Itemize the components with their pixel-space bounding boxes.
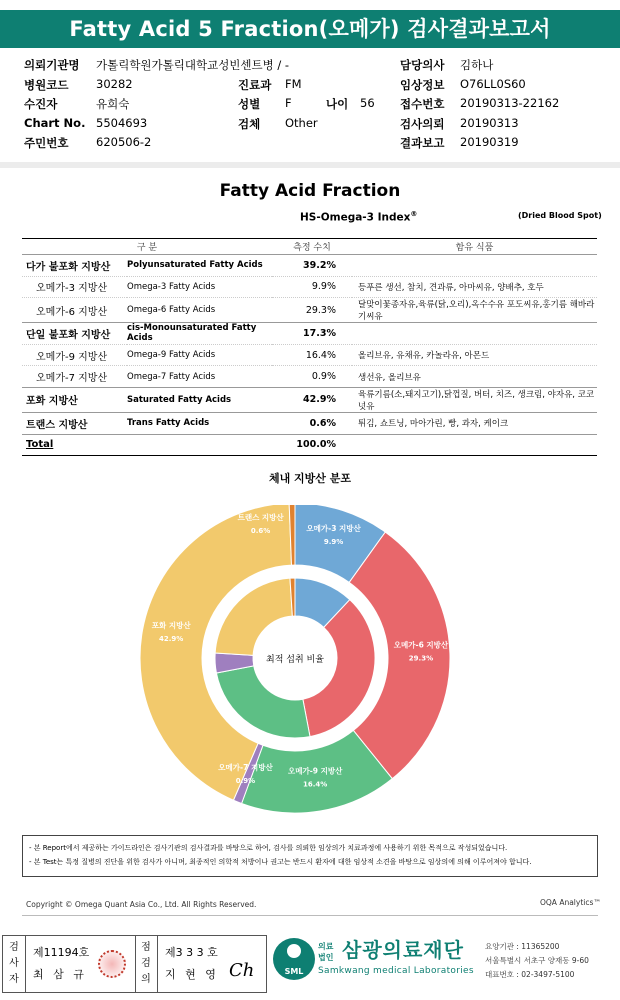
table-row: [22, 366, 597, 388]
reg-value: 20190313-22162: [460, 96, 560, 110]
row-category-en: Omega-6 Fatty Acids: [127, 298, 272, 323]
doctor-label: 담당의사: [400, 58, 445, 72]
slice-value-label: 16.4%: [303, 780, 328, 789]
id-label: 주민번호: [24, 136, 69, 150]
age-label: 나이: [326, 97, 349, 111]
spec-label: 검체: [238, 117, 261, 131]
row-value: 16.4%: [272, 344, 352, 366]
dept-value: FM: [285, 77, 302, 91]
inspector-name: 최 삼 규: [33, 968, 87, 981]
row-category-kr: 포화 지방산: [22, 387, 127, 412]
index-label: HS-Omega-3 Index®: [300, 210, 418, 224]
code-value: 30282: [96, 77, 133, 91]
total-value: 100.0%: [272, 434, 352, 456]
org-name: 삼광의료재단: [342, 938, 464, 962]
chart-label: Chart No.: [24, 116, 86, 130]
row-category-kr: 오메가-6 지방산: [22, 298, 127, 323]
row-value: 29.3%: [272, 298, 352, 323]
row-category-kr: 오메가-7 지방산: [22, 366, 127, 388]
footer-divider: [22, 915, 598, 916]
row-food: 올리브유, 유채유, 카놀라유, 아몬드: [352, 344, 597, 366]
row-food: 등푸른 생선, 참치, 견과류, 아마씨유, 양배추, 호두: [352, 276, 597, 298]
table-row: [22, 412, 597, 434]
recv-value: 유희숙: [96, 97, 130, 111]
disclaimer-notes: [22, 835, 598, 877]
row-food: 달맞이꽃종자유,육류(닭,오리),옥수수유 포도씨유,홍기름 해바라기씨유: [352, 298, 597, 323]
row-category-en: cis-Monounsaturated Fatty Acids: [127, 323, 272, 345]
row-food: 튀김, 쇼트닝, 마아가린, 빵, 과자, 케이크: [352, 412, 597, 434]
row-category-en: Saturated Fatty Acids: [127, 387, 272, 412]
note-line: - 본 Report에서 제공하는 가이드라인은 검사기관의 검사결과를 바탕으로 하여, 검사를 의뢰한 임상의가 치료과정에 사용하기 위한 목적으로 작성되었습니다.: [29, 844, 508, 852]
report-title: Fatty Acid 5 Fraction(오메가) 검사결과보고서: [0, 10, 620, 48]
col-header-food: 함유 식품: [352, 239, 597, 255]
row-value: 0.9%: [272, 366, 352, 388]
total-row: [22, 434, 597, 456]
row-value: 9.9%: [272, 276, 352, 298]
reviewer-name: 지 현 영: [165, 968, 219, 981]
org-address: 서울특별시 서초구 양재동 9-60: [485, 956, 589, 965]
inspector-label: 검사자: [9, 942, 19, 985]
clin-value: O76LL0S60: [460, 77, 526, 91]
clin-label: 임상정보: [400, 78, 445, 92]
row-category-kr: 트랜스 지방산: [22, 412, 127, 434]
slice-value-label: 0.6%: [250, 527, 271, 536]
slice-label: 오메가-3 지방산: [306, 524, 361, 534]
slice-label: 오메가-6 지방산: [393, 640, 449, 650]
inspector-license: 제11194호: [33, 946, 90, 959]
row-food: [352, 323, 597, 345]
table-row: [22, 323, 597, 345]
inst-label: 의뢰기관명: [24, 58, 80, 72]
oqa-brand: OQA Analytics™: [540, 898, 601, 907]
slice-label: 오메가-7 지방산: [218, 762, 273, 772]
row-category-kr: 단일 불포화 지방산: [22, 323, 127, 345]
fatty-acid-table: [22, 238, 597, 456]
copyright: Copyright © Omega Quant Asia Co., Ltd. All Rights Reserved.: [26, 900, 257, 909]
section-divider: [0, 162, 620, 168]
col-header-category: 구 분: [22, 239, 272, 255]
slice-value-label: 29.3%: [408, 654, 434, 663]
total-label: Total: [22, 434, 127, 456]
row-category-en: Omega-3 Fatty Acids: [127, 276, 272, 298]
rep-label: 결과보고: [400, 136, 445, 150]
reviewer-license: 제3 3 3 호: [165, 946, 218, 959]
spec-value: Other: [285, 116, 318, 130]
inst-value: 가톨릭학원가톨릭대학교성빈센트병 / -: [96, 58, 290, 72]
id-value: 620506-2: [96, 135, 152, 149]
slice-value-label: 0.9%: [235, 776, 256, 785]
row-category-kr: 다가 불포화 지방산: [22, 255, 127, 277]
reviewer-label: 점검의: [141, 942, 151, 985]
org-english-name: Samkwang medical Laboratories: [318, 966, 474, 976]
reg-label: 접수번호: [400, 97, 445, 111]
dept-label: 진료과: [238, 78, 272, 92]
row-category-kr: 오메가-9 지방산: [22, 344, 127, 366]
row-value: 39.2%: [272, 255, 352, 277]
signature: Ch: [229, 960, 255, 981]
signature-box: [2, 935, 267, 993]
row-food: 생선유, 올리브유: [352, 366, 597, 388]
row-category-en: Trans Fatty Acids: [127, 412, 272, 434]
rep-value: 20190319: [460, 135, 519, 149]
slice-value-label: 42.9%: [159, 634, 184, 643]
slice-label: 트랜스 지방산: [237, 513, 284, 523]
row-food: [352, 255, 597, 277]
slice-label: 포화 지방산: [151, 620, 191, 630]
doctor-value: 김하나: [460, 58, 494, 72]
fatty-acid-donut-chart: [140, 505, 480, 825]
center-label: 최적 섭취 비율: [266, 655, 324, 665]
org-code: 요양기관 : 11365200: [485, 942, 560, 951]
chart-title: 체내 지방산 분포: [268, 472, 352, 485]
recv-label: 수진자: [24, 97, 58, 111]
req-value: 20190313: [460, 116, 519, 130]
sex-label: 성별: [238, 97, 261, 111]
code-label: 병원코드: [24, 78, 69, 92]
chart-value: 5504693: [96, 116, 148, 130]
age-value: 56: [360, 96, 375, 110]
row-category-kr: 오메가-3 지방산: [22, 276, 127, 298]
table-row: [22, 387, 597, 412]
note-line: - 본 Test는 특정 질병의 진단을 위한 검사가 아니며, 최종적인 의학적 처방이나 권고는 반드시 환자에 대한 임상적 소견을 바탕으로 임상의에 의해 이루어져야 합니다.: [29, 858, 532, 866]
row-category-en: Polyunsaturated Fatty Acids: [127, 255, 272, 277]
row-food: 육류기름(소,돼지고기),닭껍질, 버터, 치즈, 생크림, 야자유, 코코넛유: [352, 387, 597, 412]
org-type: 의료 법인: [318, 942, 334, 962]
row-category-en: Omega-9 Fatty Acids: [127, 344, 272, 366]
org-phone: 대표번호 : 02-3497-5100: [485, 970, 575, 979]
table-row: [22, 298, 597, 323]
section-title: Fatty Acid Fraction: [219, 181, 401, 201]
slice-value-label: 9.9%: [323, 538, 344, 547]
col-header-value: 측정 수치: [272, 239, 352, 255]
row-category-en: Omega-7 Fatty Acids: [127, 366, 272, 388]
row-value: 42.9%: [272, 387, 352, 412]
seal-icon: [98, 950, 126, 978]
table-row: [22, 255, 597, 277]
table-row: [22, 276, 597, 298]
row-value: 0.6%: [272, 412, 352, 434]
sample-type-note: (Dried Blood Spot): [518, 211, 602, 220]
row-value: 17.3%: [272, 323, 352, 345]
org-logo-icon: SML: [273, 938, 315, 980]
req-label: 검사의뢰: [400, 117, 445, 131]
sex-value: F: [285, 96, 292, 110]
table-row: [22, 344, 597, 366]
slice-label: 오메가-9 지방산: [287, 766, 343, 776]
